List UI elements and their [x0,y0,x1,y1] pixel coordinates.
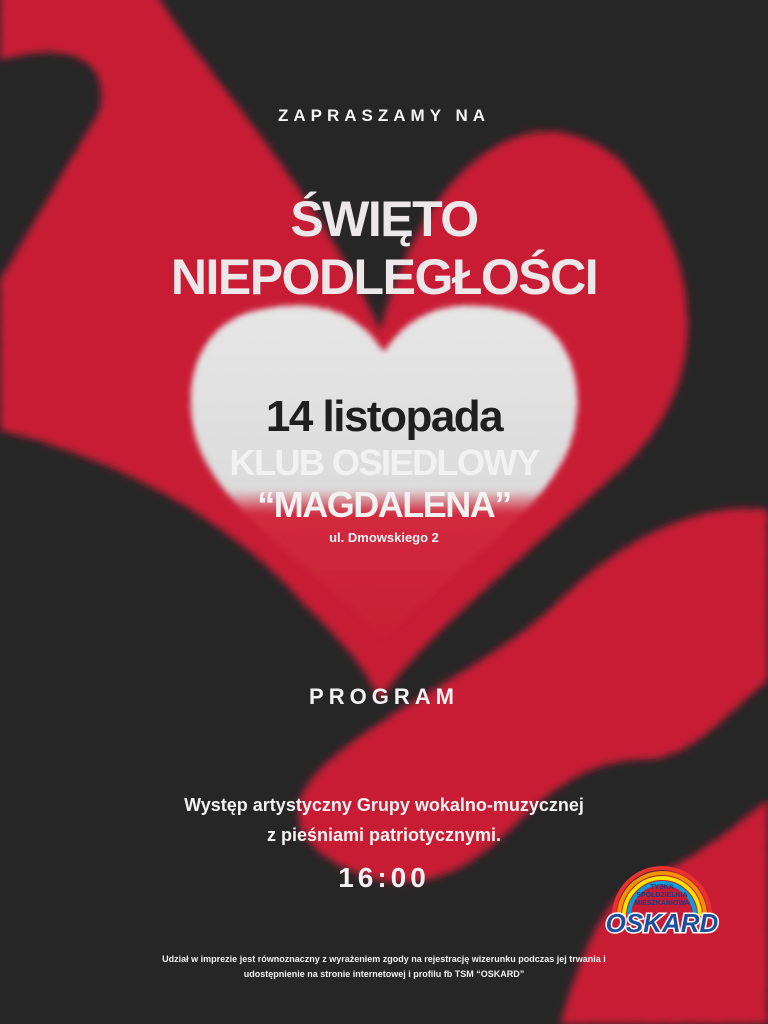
event-title [0,190,768,306]
event-time: 16:00 [338,862,430,893]
title-line-1: ŚWIĘTO [290,191,478,247]
oskard-logo [592,858,732,946]
disclaimer [0,952,768,982]
logo-line-1: TYSKA [650,884,674,891]
event-date: 14 listopada [265,392,503,441]
venue-address: ul. Dmowskiego 2 [329,530,439,545]
disclaimer-line-1: Udział w imprezie jest równoznaczny z wyrażeniem zgody na rejestrację wizerunku podczas jej trwania i [162,954,606,964]
logo-line-3: MIESZKANIOWA [634,900,690,907]
venue-name [0,442,768,526]
program-heading: PROGRAM [309,684,459,709]
logo-wordmark: OSKARD [605,908,719,938]
disclaimer-line-2: udostępnienie na stronie internetowej i profilu fb TSM “OSKARD” [243,969,525,979]
title-line-2: NIEPODLEGŁOŚCI [170,249,598,305]
venue-line-1: KLUB OSIEDLOWY [229,442,539,483]
performance-line-1: Występ artystyczny Grupy wokalno-muzycznej [184,795,584,815]
performance-description [0,790,768,850]
performance-line-2: z pieśniami patriotycznymi. [266,825,502,845]
venue-line-2: “MAGDALENA” [257,484,511,525]
invite-text: ZAPRASZAMY NA [277,106,491,125]
logo-line-2: SPÓŁDZIELNIA [636,892,688,899]
